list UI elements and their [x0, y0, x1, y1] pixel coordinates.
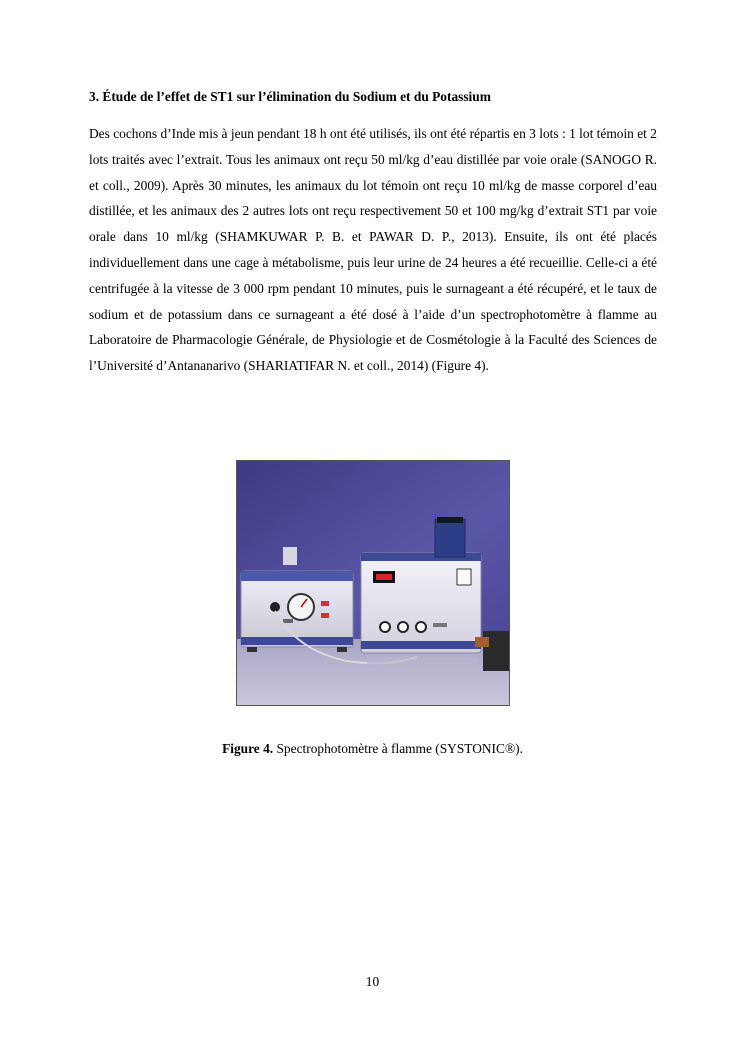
- figure-caption: [0, 740, 745, 758]
- section-heading: 3. Étude de l’effet de ST1 sur l’élimination du Sodium et du Potassium: [89, 89, 491, 104]
- figure-photo: [236, 460, 510, 706]
- page-number: 10: [365, 974, 380, 989]
- figure-label: Figure 4.: [222, 741, 274, 756]
- figure-caption-text: Spectrophotomètre à flamme (SYSTONIC®).: [273, 741, 523, 756]
- flame-spectrophotometer-photo: [237, 461, 509, 705]
- body-paragraph: Des cochons d’Inde mis à jeun pendant 18 h ont été utilisés, ils ont été répartis en 3 lots : 1 lot témoin et 2 lots traités avec l’extrait. Tous les animaux ont reçu 50 ml/kg d’eau distillée par voie orale (SANOGO R. et coll., 2009). Après 30 minutes, les animaux du lot témoin ont reçu 10 ml/kg de masse corporel d’eau distillée, et les animaux des 2 autres lots ont reçu respectivement 50 et 100 mg/kg d’extrait ST1 par voie orale dans 10 ml/kg (SHAMKUWAR P. B. et PAWAR D. P., 2013). Ensuite, ils ont été placés individuellement dans une cage à métabolisme, puis leur urine de 24 heures a été recueillie. Celle-ci a été centrifugée à la vitesse de 3 000 rpm pendant 10 minutes, puis le surnageant a été récupéré, et le taux de sodium et de potassium dans ce surnageant a été dosé à l’aide d’un spectrophotomètre à flamme au Laboratoire de Pharmacologie Générale, de Physiologie et de Cosmétologie à la Faculté des Sciences de l’Université d’Antananarivo (SHARIATIFAR N. et coll., 2014) (Figure 4).: [89, 126, 657, 374]
